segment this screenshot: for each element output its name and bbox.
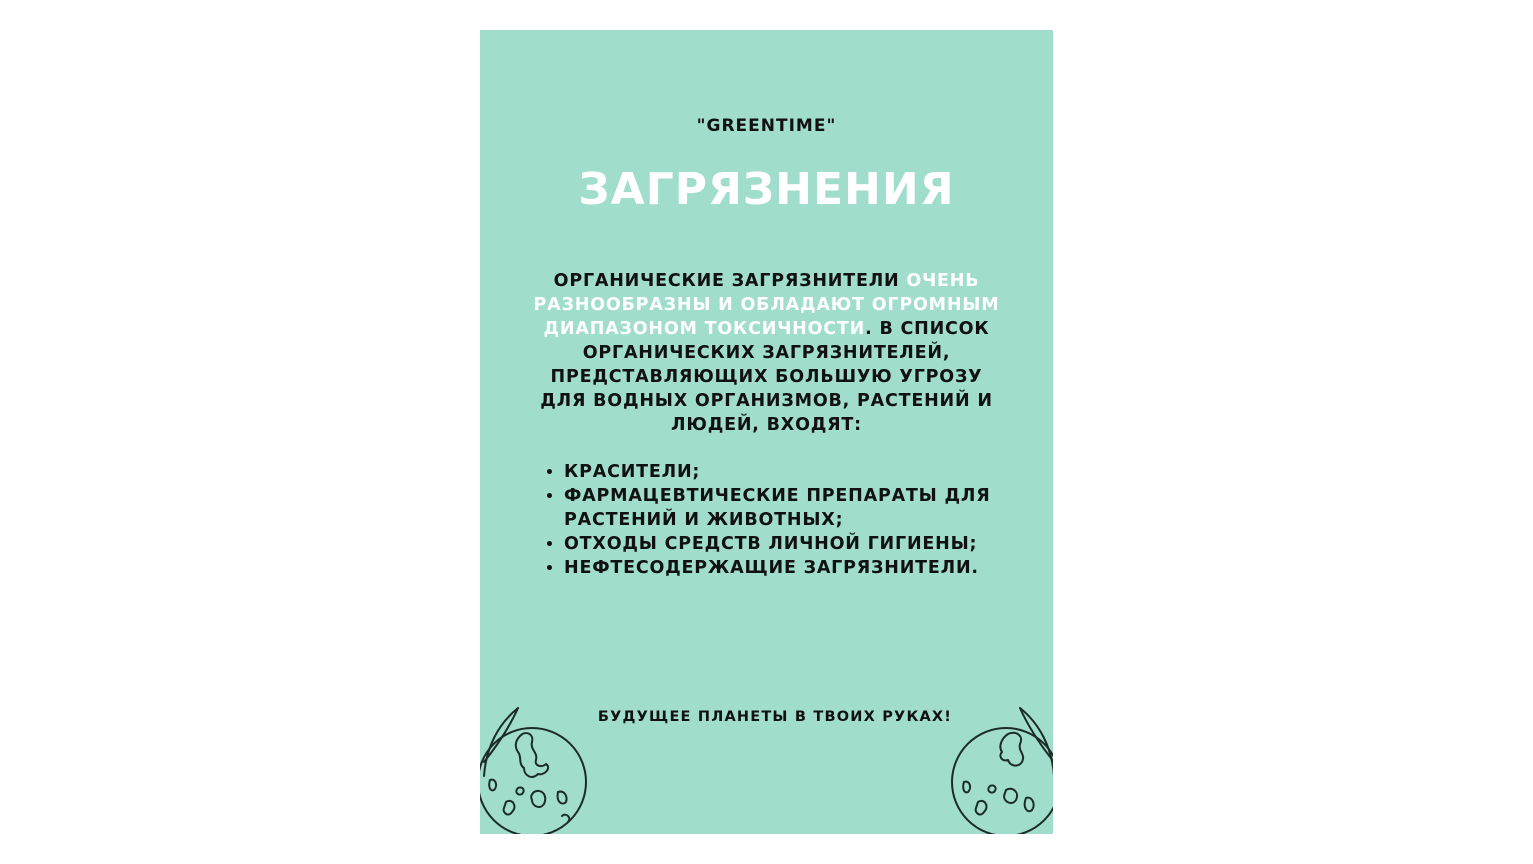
list-item: • ФАРМАЦЕВТИЧЕСКИЕ ПРЕПАРАТЫ ДЛЯ РАСТЕНИЙ И ЖИВОТНЫХ; [564, 484, 1034, 532]
intro-paragraph [528, 269, 1005, 437]
intro-highlight: ОЧЕНЬ РАЗНООБРАЗНЫ И ОБЛАДАЮТ ОГРОМНЫМ ДИАПАЗОНОМ ТОКСИЧНОСТИ [533, 271, 1000, 339]
pollutant-list [538, 460, 1034, 580]
intro-text-start: ОРГАНИЧЕСКИЕ ЗАГРЯЗНИТЕЛИ [553, 271, 907, 291]
globe-icon [480, 706, 592, 834]
poster-page [480, 30, 1053, 834]
footer-slogan: БУДУЩЕЕ ПЛАНЕТЫ В ТВОИХ РУКАХ! [597, 709, 953, 725]
intro-text-end: . В СПИСОК ОРГАНИЧЕСКИХ ЗАГРЯЗНИТЕЛЕЙ, ПРЕДСТАВЛЯЮЩИХ БОЛЬШУЮ УГРОЗУ ДЛЯ ВОДНЫХ ОРГАНИЗМОВ, РАСТЕНИЙ И ЛЮДЕЙ, ВХОДЯТ: [540, 319, 993, 435]
list-item: • НЕФТЕСОДЕРЖАЩИЕ ЗАГРЯЗНИТЕЛИ. [564, 556, 1034, 580]
page-title: ЗАГРЯЗНЕНИЯ [578, 164, 955, 215]
list-item: • ОТХОДЫ СРЕДСТВ ЛИЧНОЙ ГИГИЕНЫ; [564, 532, 1034, 556]
brand-name: "GREENTIME" [696, 116, 837, 136]
list-item: • КРАСИТЕЛИ; [564, 460, 1034, 484]
globe-icon [946, 706, 1053, 834]
